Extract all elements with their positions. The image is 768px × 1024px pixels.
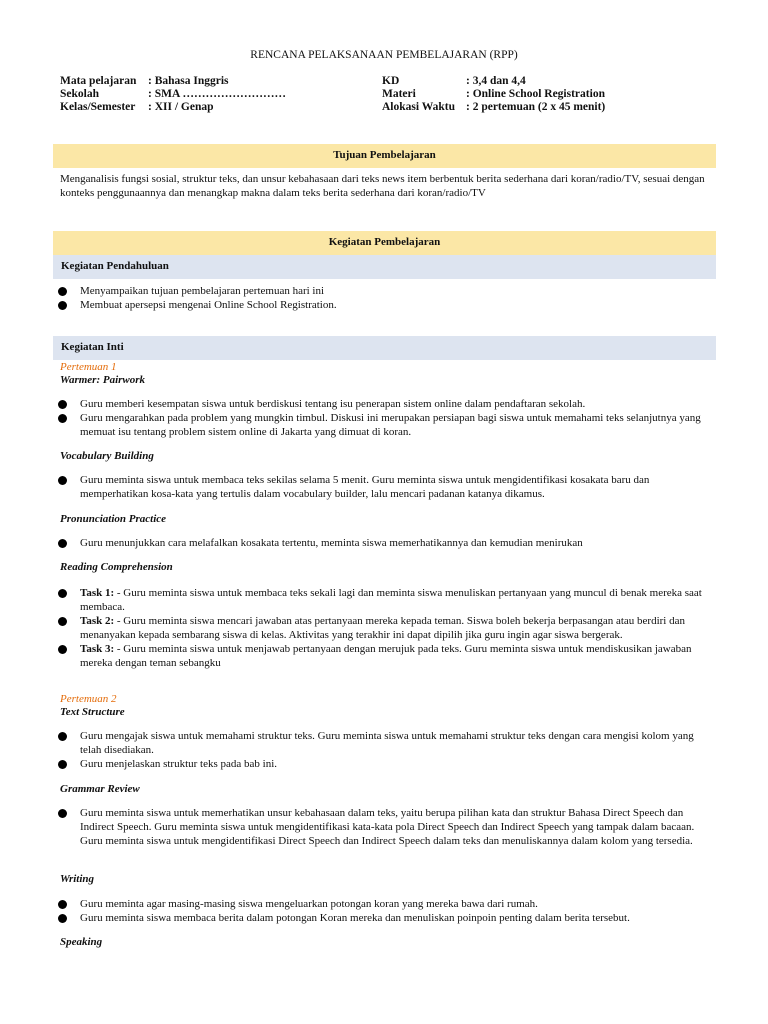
text-structure-heading: Text Structure: [60, 706, 125, 718]
meta-key: Materi: [382, 88, 416, 100]
document-title: RENCANA PELAKSANAAN PEMBELAJARAN (RPP): [250, 49, 518, 61]
grammar-heading: Grammar Review: [60, 783, 140, 795]
bullet-icon: [58, 287, 67, 296]
meta-key: Alokasi Waktu: [382, 101, 455, 113]
meta-value: : SMA ………………………: [148, 88, 286, 100]
grammar-list: [57, 806, 717, 848]
pronunciation-heading: Pronunciation Practice: [60, 513, 167, 525]
list-item: Guru mengajak siswa untuk memahami struktur teks. Guru meminta siswa untuk memahami struktur teks dengan cara mengisi kolom yang telah disediakan.: [57, 729, 717, 757]
bullet-icon: [58, 809, 67, 818]
meta-key: Kelas/Semester: [60, 101, 136, 113]
bullet-icon: [58, 732, 67, 741]
meta-row: [382, 101, 605, 114]
tujuan-text: Menganalisis fungsi sosial, struktur teks, dan unsur kebahasaan dari teks news item berbentuk berita sederhana dari koran/radio/TV, sesuai dengan konteks penggunaannya dan menangkap makna dalam teks berita sederhana dari koran/radio/TV: [60, 173, 705, 199]
bullet-icon: [58, 400, 67, 409]
vocab-heading: Vocabulary Building: [60, 450, 154, 462]
bullet-icon: [58, 760, 67, 769]
pertemuan-2-label: Pertemuan 2: [60, 693, 117, 705]
pendahuluan-list: [57, 284, 717, 312]
bullet-icon: [58, 617, 67, 626]
pendahuluan-heading: Kegiatan Pendahuluan: [53, 255, 716, 279]
task-label: Task 2:: [80, 615, 115, 627]
kegiatan-heading: Kegiatan Pembelajaran: [53, 231, 716, 255]
list-item: Guru menunjukkan cara melafalkan kosakata tertentu, meminta siswa memerhatikannya dan kemudian menirukan: [57, 536, 717, 550]
inti-heading: Kegiatan Inti: [53, 336, 716, 360]
task-label: Task 3:: [80, 643, 115, 655]
bullet-icon: [58, 645, 67, 654]
meta-value: : 3,4 dan 4,4: [466, 75, 526, 87]
meta-right: [382, 75, 605, 114]
tujuan-heading: Tujuan Pembelajaran: [53, 144, 716, 168]
meta-value: : Online School Registration: [466, 88, 605, 100]
list-item: Guru meminta siswa membaca berita dalam potongan Koran mereka dan menuliskan poinpoin penting dalam berita tersebut.: [57, 911, 717, 925]
reading-list: [57, 586, 717, 670]
meta-row: [382, 88, 605, 101]
list-item: Task 3: - Guru meminta siswa untuk menjawab pertanyaan dengan merujuk pada teks. Guru meminta siswa untuk mendiskusikan jawaban mereka dengan teman sebangku: [57, 642, 717, 670]
pronunciation-list: [57, 536, 717, 550]
list-item: Guru menjelaskan struktur teks pada bab ini.: [57, 757, 717, 771]
task-label: Task 1:: [80, 587, 115, 599]
meta-row: [60, 101, 286, 114]
speaking-heading: Speaking: [60, 936, 103, 948]
bullet-icon: [58, 301, 67, 310]
meta-value: : 2 pertemuan (2 x 45 menit): [466, 101, 606, 113]
meta-left: [60, 75, 286, 114]
list-item: Menyampaikan tujuan pembelajaran pertemuan hari ini: [57, 284, 717, 298]
warmer-list: [57, 397, 717, 439]
reading-heading: Reading Comprehension: [60, 561, 173, 573]
list-item: Task 2: - Guru meminta siswa mencari jawaban atas pertanyaan mereka kepada teman. Siswa boleh bekerja berpasangan atau berdiri dan menanyakan kepada sembarang siswa di kelas. Aktivitas yang terakhir ini dapat dipilih jika guru ingin agar siswa bergerak.: [57, 614, 717, 642]
bullet-icon: [58, 476, 67, 485]
list-item: Membuat apersepsi mengenai Online School Registration.: [57, 298, 717, 312]
list-item: Guru meminta siswa untuk memerhatikan unsur kebahasaan dalam teks, yaitu berupa pilihan kata dan struktur Bahasa Direct Speech dan Indirect Speech. Guru meminta siswa untuk mengidentifikasi kata-kata pola Direct Speech dan Indirect Speech yang tampak dalam bacaan. Guru meminta siswa untuk mengidentifikasi Direct Speech dan Indirect Speech dalam teks dan menuliskannya dalam kolom yang tersedia.: [57, 806, 717, 848]
bullet-icon: [58, 414, 67, 423]
meta-key: Mata pelajaran: [60, 75, 137, 87]
list-item: Guru meminta siswa untuk membaca teks sekilas selama 5 menit. Guru meminta siswa untuk mengidentifikasi kosakata baru dan memperhatikan kosa-kata yang tertulis dalam vocabulary builder, lalu mencari padanan katanya dikamus.: [57, 473, 717, 501]
writing-list: [57, 897, 717, 925]
meta-row: [60, 88, 286, 101]
pertemuan-1-label: Pertemuan 1: [60, 361, 117, 373]
bullet-icon: [58, 914, 67, 923]
bullet-icon: [58, 589, 67, 598]
writing-heading: Writing: [60, 873, 95, 885]
text-structure-list: [57, 729, 717, 771]
bullet-icon: [58, 539, 67, 548]
meta-value: : XII / Genap: [148, 101, 214, 113]
list-item: Task 1: - Guru meminta siswa untuk membaca teks sekali lagi dan meminta siswa menuliskan pertanyaan yang muncul di benak mereka saat membaca.: [57, 586, 717, 614]
meta-key: KD: [382, 75, 400, 87]
list-item: Guru mengarahkan pada problem yang mungkin timbul. Diskusi ini merupakan persiapan bagi siswa untuk memahami teks selanjutnya yang memuat isu tentang problem sistem online di Jakarta yang dimuat di koran.: [57, 411, 717, 439]
meta-key: Sekolah: [60, 88, 99, 100]
list-item: Guru memberi kesempatan siswa untuk berdiskusi tentang isu penerapan sistem online dalam pendaftaran sekolah.: [57, 397, 717, 411]
bullet-icon: [58, 900, 67, 909]
meta-row: [60, 75, 286, 88]
warmer-heading: Warmer: Pairwork: [60, 374, 146, 386]
meta-value: : Bahasa Inggris: [148, 75, 229, 87]
meta-row: [382, 75, 605, 88]
vocab-list: [57, 473, 717, 501]
list-item: Guru meminta agar masing-masing siswa mengeluarkan potongan koran yang mereka bawa dari rumah.: [57, 897, 717, 911]
